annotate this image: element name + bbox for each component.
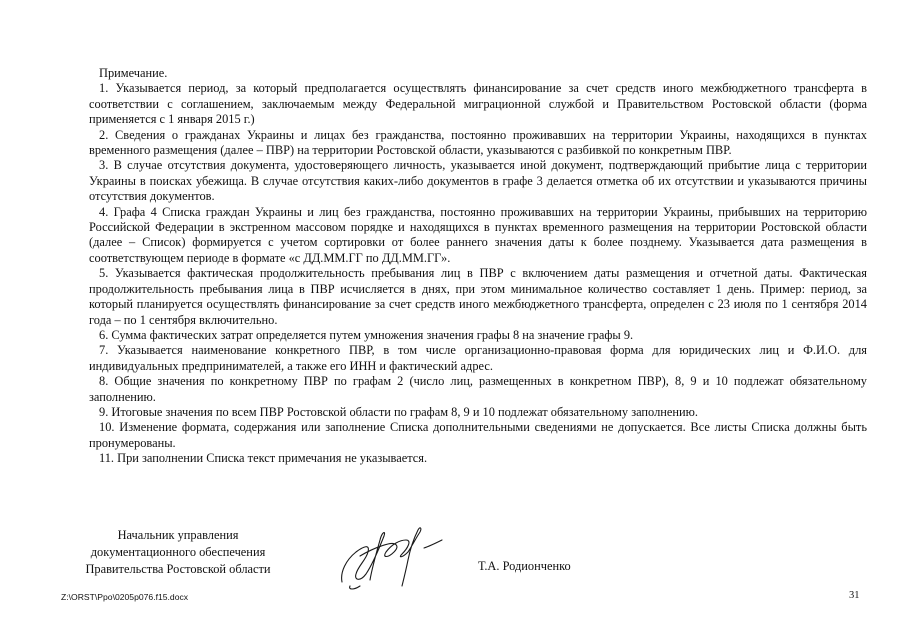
note-paragraph-7: 7. Указывается наименование конкретного ПВР, в том числе организационно-правовая форма для юридических лиц и Ф.И.О. для индивидуальных предпринимателей, а также его ИНН и фактический адрес. [89,343,867,373]
handwritten-signature [336,516,446,592]
page-number: 31 [849,590,860,601]
notes-section [89,66,867,467]
signatory-position [60,527,296,578]
note-title: Примечание. [99,66,168,80]
note-paragraph-1: 1. Указывается период, за который предполагается осуществлять финансирование за счет средств иного межбюджетного трансферта в соответствии с соглашением, заключаемым между Федеральной миграционной службой и Правительством Ростовской области (форма применяется с 1 января 2015 г.) [89,81,867,127]
signatory-position-line-1: Начальник управления [117,528,239,542]
signatory-position-line-2: документационного обеспечения [90,545,266,559]
signatory-name: Т.А. Родионченко [478,559,571,573]
note-paragraph-10: 10. Изменение формата, содержания или заполнение Списка дополнительными сведениями не допускается. Все листы Списка должны быть пронумерованы. [89,420,867,450]
note-paragraph-8: 8. Общие значения по конкретному ПВР по графам 2 (число лиц, размещенных в конкретном ПВР), 8, 9 и 10 подлежат обязательному заполнению. [89,374,867,404]
footer-file-path: Z:\ORST\Ppo\0205p076.f15.docx [61,592,189,602]
note-paragraph-4: 4. Графа 4 Списка граждан Украины и лиц без гражданства, постоянно проживавших на территории Украины, прибывших на территорию Российской Федерации в экстренном массовом порядке и находящихся в пунктах временного размещения на территории Ростовской области (далее – Список) формируется с учетом сортировки от более раннего значения даты к более позднему. Указывается дата размещения в соответствующем периоде в формате «с ДД.ММ.ГГ по ДД.ММ.ГГ». [89,204,867,265]
signatory-position-line-3: Правительства Ростовской области [85,562,271,576]
note-paragraph-5: 5. Указывается фактическая продолжительность пребывания лиц в ПВР с включением даты размещения и отчетной даты. Фактическая продолжительность пребывания лица в ПВР исчисляется в днях, при этом минимальное количество составляет 1 день. Пример: период, за который планируется осуществлять финансирование за счет средств иного межбюджетного трансферта, определен с 23 июля по 1 сентября 2014 года – по 1 сентября включительно. [89,266,867,327]
note-paragraph-6: 6. Сумма фактических затрат определяется путем умножения значения графы 8 на значение графы 9. [99,327,634,342]
note-paragraph-11: 11. При заполнении Списка текст примечания не указывается. [99,451,428,466]
note-paragraph-9: 9. Итоговые значения по всем ПВР Ростовской области по графам 8, 9 и 10 подлежат обязательному заполнению. [99,404,699,419]
note-paragraph-3: 3. В случае отсутствия документа, удостоверяющего личность, указывается иной документ, подтверждающий прибытие лица с территории Украины в поисках убежища. В случае отсутствия каких-либо документов в графе 3 делается отметка об их отсутствии и указываются причины отсутствия документов. [89,158,867,204]
note-paragraph-2: 2. Сведения о гражданах Украины и лицах без гражданства, постоянно проживавших на территории Украины, находящихся в пунктах временного размещения (далее – ПВР) на территории Ростовской области, указываются с разбивкой по конкретным ПВР. [89,127,867,158]
